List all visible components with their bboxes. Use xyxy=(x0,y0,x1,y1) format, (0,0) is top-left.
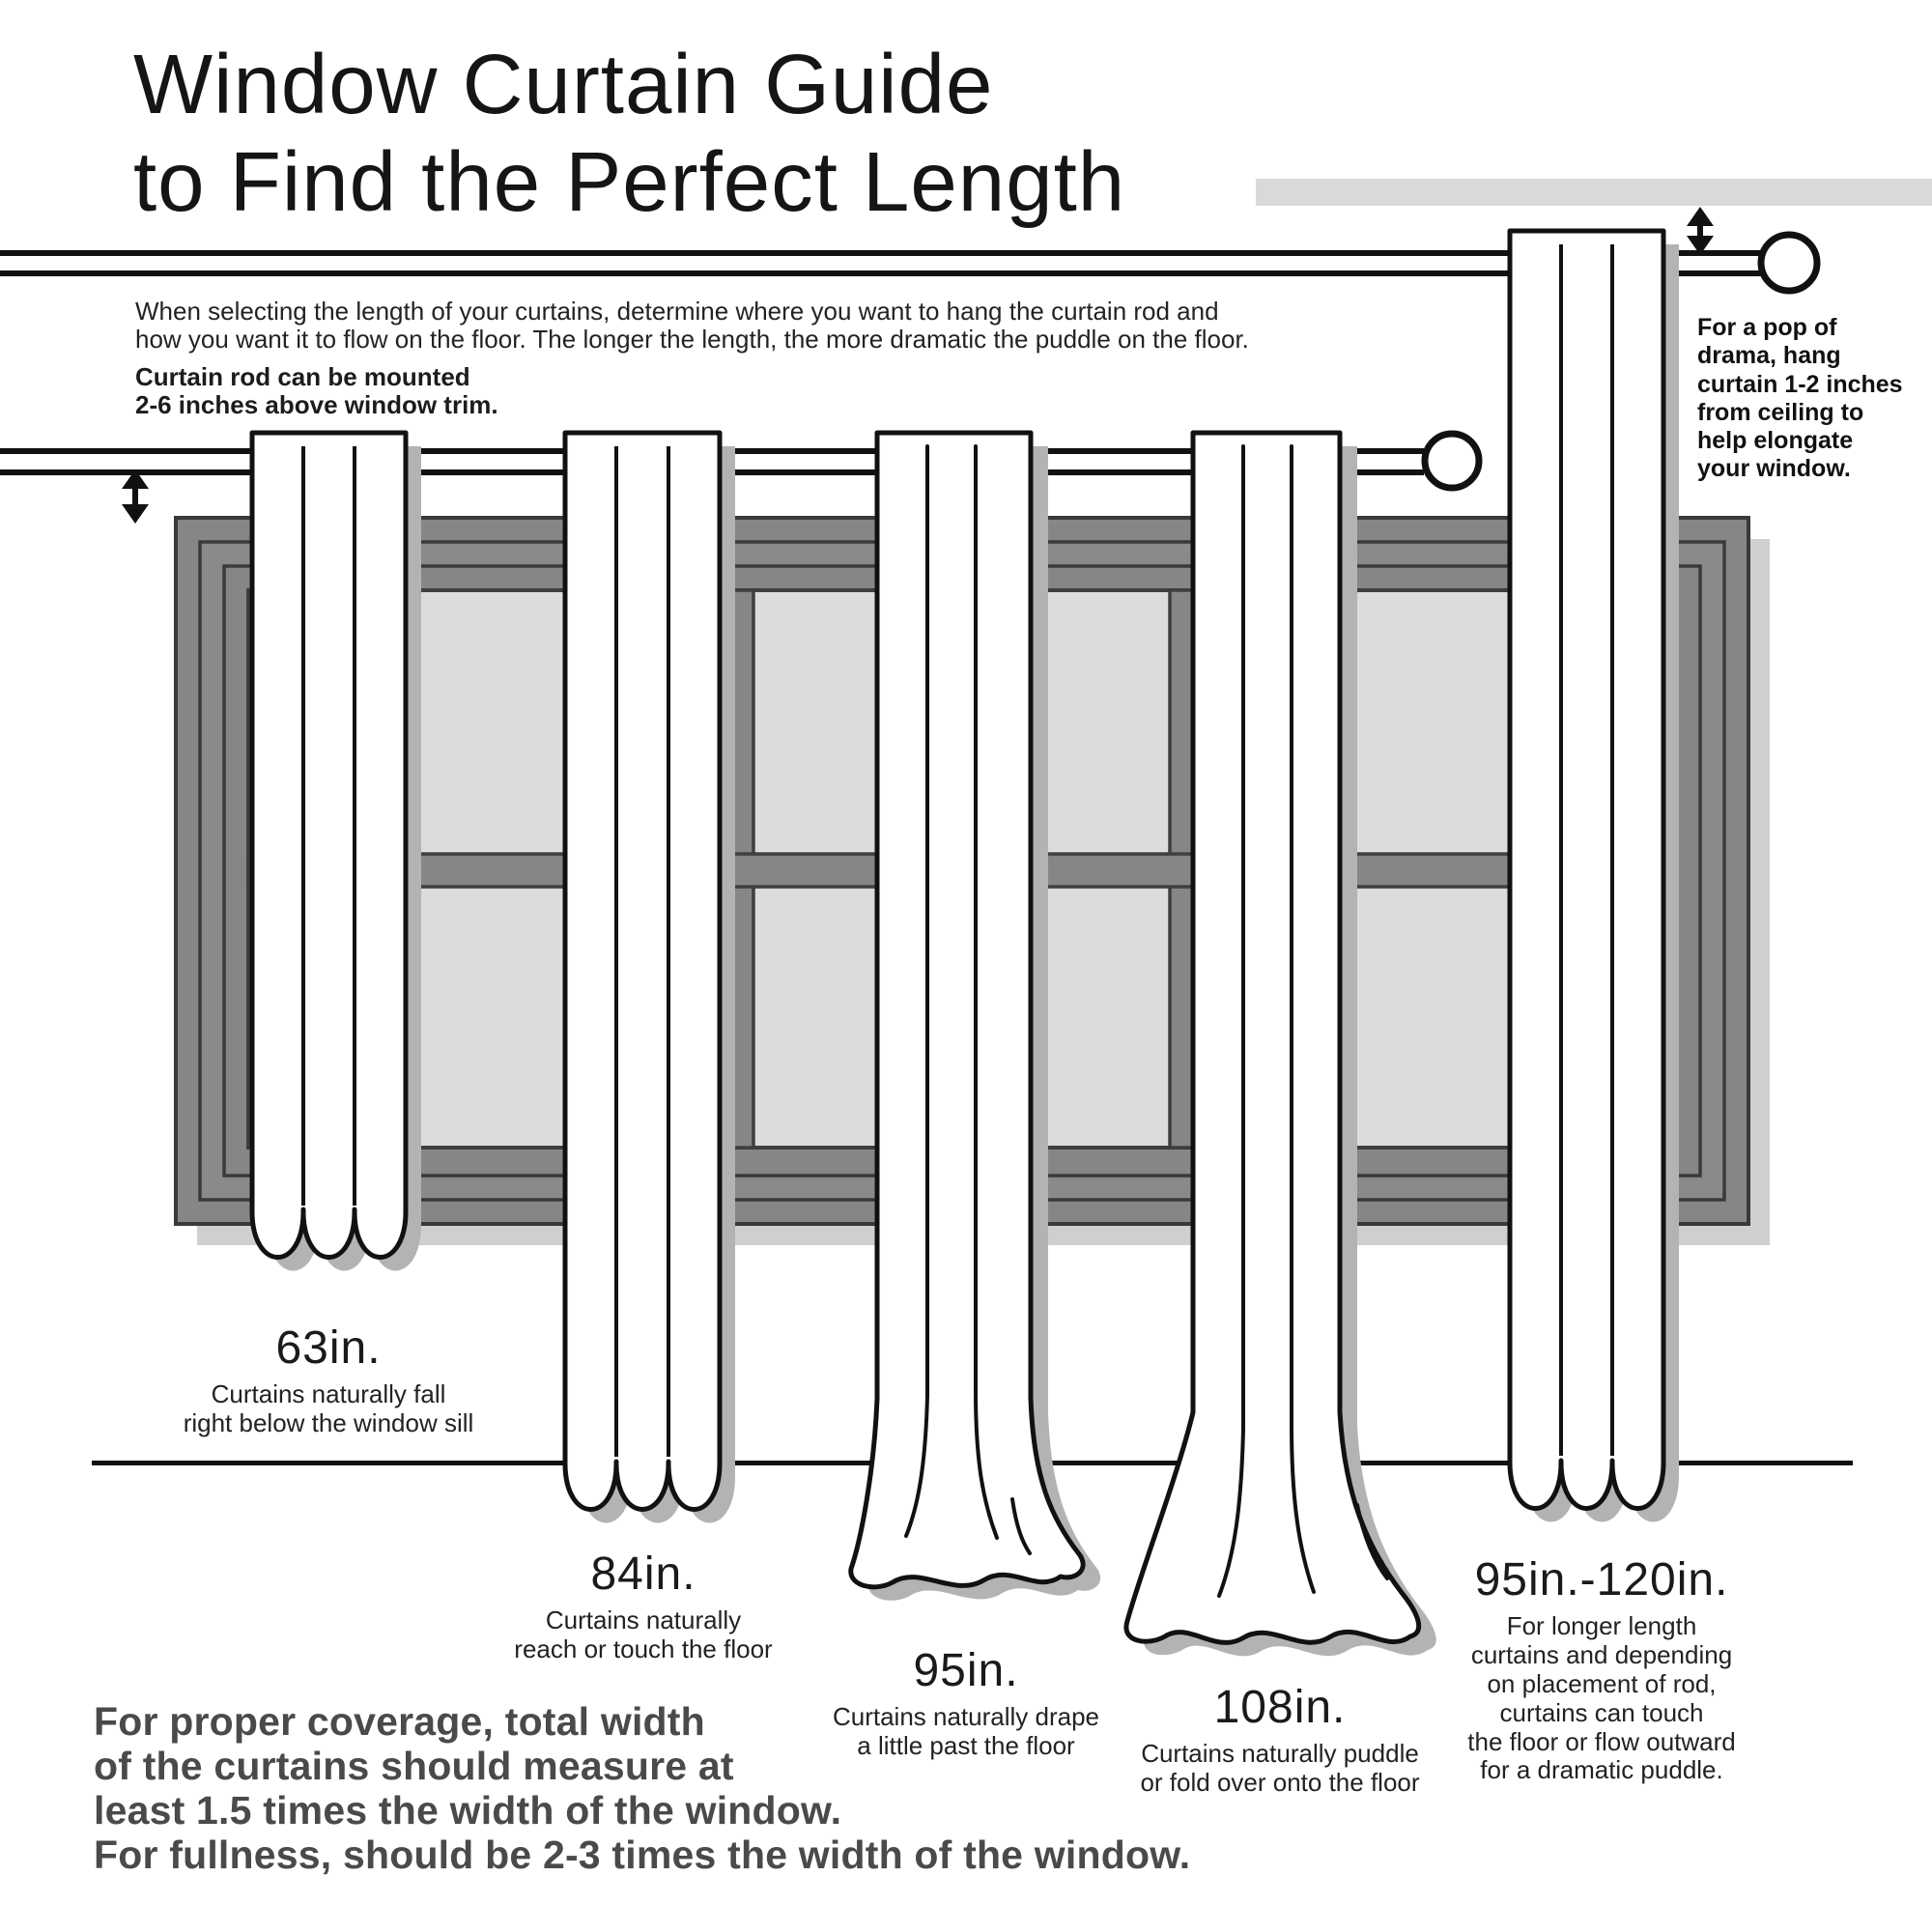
label-curtain-95-120in-desc-3: on placement of rod, xyxy=(1487,1668,1717,1698)
label-curtain-84in-length: 84in. xyxy=(590,1548,696,1600)
curtain-84in-panel xyxy=(565,433,720,1510)
label-curtain-95in-desc-2: a little past the floor xyxy=(857,1730,1075,1760)
rod-height-arrow-icon xyxy=(122,469,149,524)
label-curtain-95-120in xyxy=(1467,1553,1735,1785)
intro-paragraph xyxy=(135,298,1249,355)
ceiling-note-line-2: drama, hang xyxy=(1697,342,1841,370)
ceiling-note-line-1: For a pop of xyxy=(1697,314,1837,341)
ceiling-note-line-6: your window. xyxy=(1697,455,1851,483)
ceiling-note-line-3: curtain 1-2 inches xyxy=(1697,370,1903,398)
coverage-note-line-4: For fullness, should be 2-3 times the width of the window. xyxy=(94,1832,1191,1877)
coverage-note-line-3: least 1.5 times the width of the window. xyxy=(94,1787,842,1833)
label-curtain-63in xyxy=(184,1321,474,1438)
label-curtain-63in-desc-1: Curtains naturally fall xyxy=(211,1379,446,1408)
coverage-note-line-1: For proper coverage, total width xyxy=(94,1699,705,1744)
coverage-note-line-2: of the curtains should measure at xyxy=(94,1743,734,1788)
ceiling-rod-line-top xyxy=(0,250,1761,256)
page-title-line-1: Window Curtain Guide xyxy=(133,38,994,131)
ceiling-note-line-4: from ceiling to xyxy=(1697,398,1864,426)
label-curtain-95-120in-desc xyxy=(1467,1612,1735,1785)
label-curtain-108in-desc-1: Curtains naturally puddle xyxy=(1141,1739,1419,1768)
label-curtain-95-120in-desc-2: curtains and depending xyxy=(1470,1639,1733,1669)
label-curtain-95-120in-desc-5: the floor or flow outward xyxy=(1467,1726,1736,1756)
label-curtain-63in-desc xyxy=(184,1380,474,1438)
rod-mount-note-line-2: 2-6 inches above window trim. xyxy=(135,390,498,420)
label-curtain-84in-desc-1: Curtains naturally xyxy=(545,1605,742,1634)
page-title-line-2: to Find the Perfect Length xyxy=(133,134,1126,229)
label-curtain-108in-desc-2: or fold over onto the floor xyxy=(1140,1767,1420,1797)
intro-line-2: how you want it to flow on the floor. The longer the length, the more dramatic the puddle on the floor. xyxy=(135,325,1249,355)
label-curtain-95-120in-desc-4: curtains can touch xyxy=(1499,1697,1704,1727)
label-curtain-84in-desc xyxy=(514,1606,772,1664)
label-curtain-84in-desc-2: reach or touch the floor xyxy=(514,1634,773,1663)
label-curtain-95-120in-desc-6: for a dramatic puddle. xyxy=(1480,1755,1723,1785)
coverage-width-note xyxy=(94,1700,1190,1878)
label-curtain-95in-length: 95in. xyxy=(913,1645,1019,1696)
rod-mount-note xyxy=(135,363,498,420)
curtain-63in-panel xyxy=(252,433,406,1258)
curtain-84in xyxy=(565,433,735,1523)
curtain-95-120in xyxy=(1510,231,1679,1522)
ceiling-gap-arrow-icon xyxy=(1687,207,1714,255)
label-curtain-95-120in-length: 95in.-120in. xyxy=(1474,1554,1729,1605)
label-curtain-95-120in-desc-1: For longer length xyxy=(1506,1611,1697,1640)
header-accent-bar xyxy=(1256,179,1932,206)
label-curtain-84in xyxy=(514,1548,772,1664)
ceiling-mount-note xyxy=(1697,314,1903,484)
curtain-95-120in-panel xyxy=(1510,231,1663,1509)
rod-mount-note-line-1: Curtain rod can be mounted xyxy=(135,362,470,391)
label-curtain-95in-desc-1: Curtains naturally drape xyxy=(832,1702,1100,1731)
label-curtain-63in-length: 63in. xyxy=(275,1322,382,1374)
curtain-63in xyxy=(252,433,421,1271)
label-curtain-63in-desc-2: right below the window sill xyxy=(183,1407,474,1437)
ceiling-rod-finial-icon xyxy=(1761,235,1817,291)
ceiling-rod-line-bottom xyxy=(0,270,1761,276)
label-curtain-108in-length: 108in. xyxy=(1213,1682,1347,1733)
ceiling-note-line-5: help elongate xyxy=(1697,427,1854,454)
window-rod-finial-icon xyxy=(1425,434,1479,488)
page-title xyxy=(133,37,1125,232)
intro-line-1: When selecting the length of your curtains, determine where you want to hang the curtain rod and xyxy=(135,297,1219,326)
